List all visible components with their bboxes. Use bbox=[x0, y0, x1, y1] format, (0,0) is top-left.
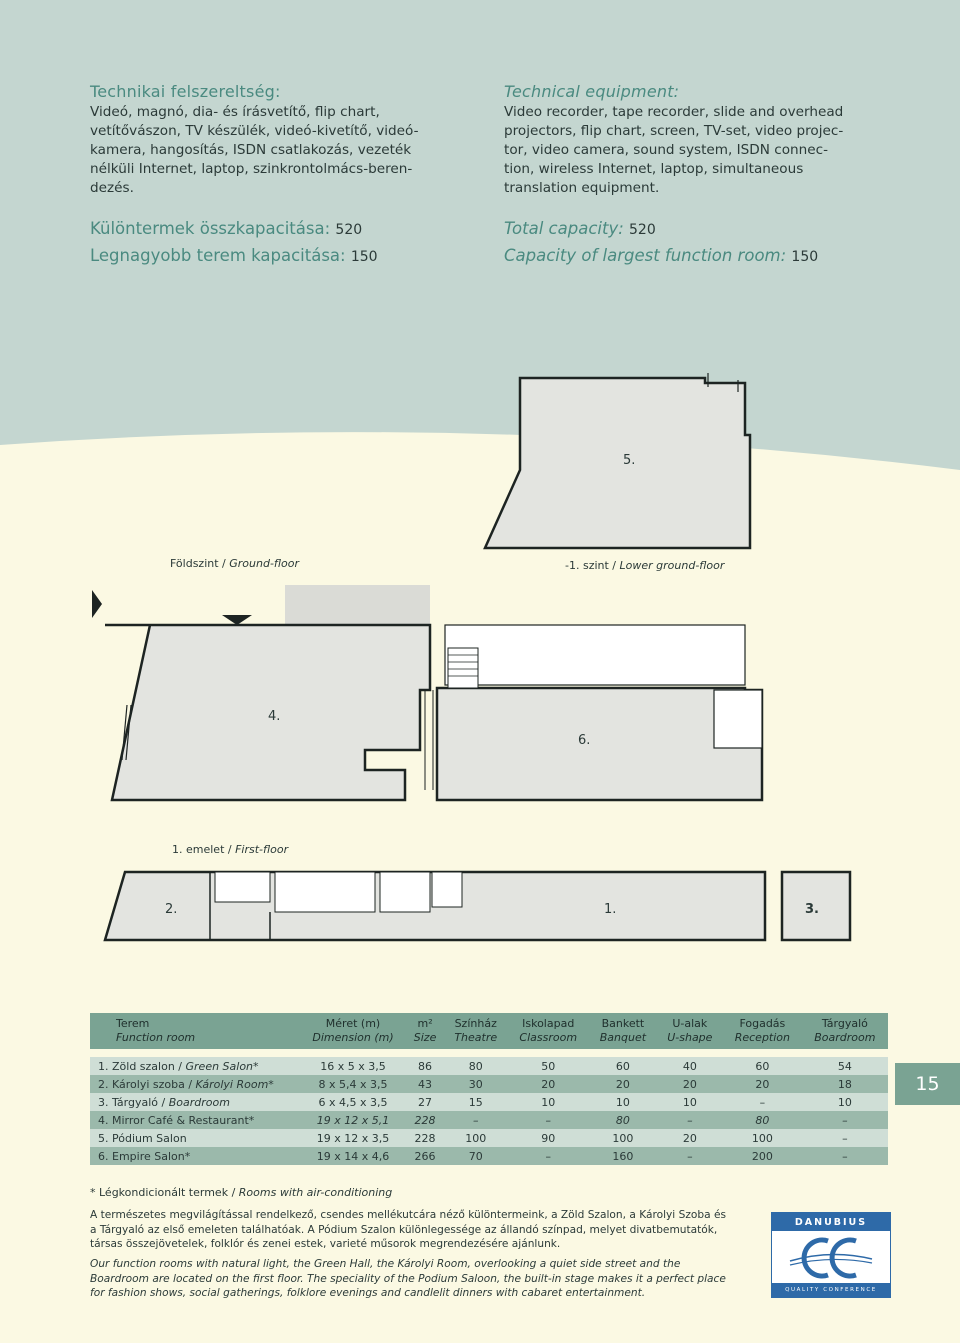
tech-line: nélküli Internet, laptop, szinkrontolmács-beren- bbox=[90, 161, 413, 177]
ground-floor-plan bbox=[92, 585, 762, 800]
col-header-reception: Fogadás Reception bbox=[723, 1013, 802, 1049]
first-floor-label: 1. emelet / First-floor bbox=[172, 843, 289, 856]
first-floor-plan bbox=[105, 872, 850, 940]
table-header-row bbox=[90, 1013, 888, 1049]
table-row: 5. Pódium Salon 19 x 12 x 3,5 228 100 90 100 20 100 – bbox=[90, 1129, 888, 1147]
tech-line: tor, video camera, sound system, ISDN connec- bbox=[504, 142, 829, 158]
tech-title-en: Technical equipment: bbox=[504, 82, 680, 101]
table-row: 4. Mirror Café & Restaurant* 19 x 12 x 5,1 228 – – 80 – 80 – bbox=[90, 1111, 888, 1129]
col-header-ushape: U-alak U-shape bbox=[657, 1013, 723, 1049]
room-1-number: 1. bbox=[604, 902, 617, 917]
col-header-dimension: Méret (m) Dimension (m) bbox=[300, 1013, 406, 1049]
total-capacity-en: Total capacity: 520 bbox=[504, 219, 656, 238]
table-row: 1. Zöld szalon / Green Salon* 16 x 5 x 3,5 86 80 50 60 40 60 54 bbox=[90, 1057, 888, 1075]
danubius-logo bbox=[771, 1212, 891, 1298]
total-capacity-hu: Különtermek összkapacitása: 520 bbox=[90, 219, 363, 238]
qc-logo-icon bbox=[786, 1235, 876, 1281]
footnote: * Légkondicionált termek / Rooms with air-conditioning bbox=[90, 1186, 393, 1199]
table-row: 3. Tárgyaló / Boardroom 6 x 4,5 x 3,5 27 15 10 10 10 – 10 bbox=[90, 1093, 888, 1111]
largest-capacity-hu: Legnagyobb terem kapacitása: 150 bbox=[90, 246, 378, 265]
lower-ground-floor-label: -1. szint / Lower ground-floor bbox=[565, 559, 725, 572]
tech-line: dezés. bbox=[90, 180, 134, 196]
col-header-banquet: Bankett Banquet bbox=[589, 1013, 657, 1049]
col-header-theatre: Színház Theatre bbox=[444, 1013, 507, 1049]
col-header-size: m² Size bbox=[406, 1013, 444, 1049]
tech-title-hu: Technikai felszereltség: bbox=[90, 82, 281, 101]
tech-line: translation equipment. bbox=[504, 180, 660, 196]
room-6-number: 6. bbox=[578, 733, 591, 748]
room-2-number: 2. bbox=[165, 902, 178, 917]
logo-brand-text: DANUBIUS bbox=[772, 1213, 890, 1231]
room-5-number: 5. bbox=[623, 453, 636, 468]
page-number: 15 bbox=[895, 1063, 960, 1105]
ground-floor-label: Földszint / Ground-floor bbox=[170, 557, 300, 570]
capacity-table bbox=[90, 1013, 888, 1165]
table-row: 6. Empire Salon* 19 x 14 x 4,6 266 70 – 160 – 200 – bbox=[90, 1147, 888, 1165]
description-en: Our function rooms with natural light, the Green Hall, the Károlyi Room, overlooking a quiet side street and the Boardroom are located on the first floor. The speciality of the Podium Saloon, the built-in stage makes it a perfect place for fashion shows, social gatherings, folklore evenings and candlelit dinners with cabaret entertainment. bbox=[90, 1258, 726, 1299]
col-header-room: Terem Function room bbox=[90, 1013, 300, 1049]
tech-line: projectors, flip chart, screen, TV-set, video projec- bbox=[504, 123, 844, 139]
tech-line: tion, wireless Internet, laptop, simultaneous bbox=[504, 161, 804, 177]
col-header-boardroom: Tárgyaló Boardroom bbox=[802, 1013, 888, 1049]
col-header-classroom: Iskolapad Classroom bbox=[507, 1013, 589, 1049]
description-hu: A természetes megvilágítással rendelkező, csendes mellékutcára néző különtermeink, a Zöld Szalon, a Károlyi Szoba és a Tárgyaló az első emeleten találhatóak. A Pódium Szalon különlegessége az állandó színpad, melyet divatbemutatók, társas összejövetelek, folklór és zenei estek, varieté műsorok megrendezésére ajánlunk. bbox=[90, 1209, 726, 1250]
tech-line: vetítővászon, TV készülék, videó-kivetítő, videó- bbox=[90, 123, 419, 139]
tech-line: kamera, hangosítás, ISDN csatlakozás, vezeték bbox=[90, 142, 412, 158]
largest-capacity-en: Capacity of largest function room: 150 bbox=[504, 246, 819, 265]
room-4-number: 4. bbox=[268, 709, 281, 724]
room-3-number: 3. bbox=[805, 902, 819, 917]
room-5-plan bbox=[485, 373, 750, 548]
table-row: 2. Károlyi szoba / Károlyi Room* 8 x 5,4 x 3,5 43 30 20 20 20 20 18 bbox=[90, 1075, 888, 1093]
tech-line: Video recorder, tape recorder, slide and overhead bbox=[504, 104, 844, 120]
logo-tagline: QUALITY CONFERENCE bbox=[772, 1283, 890, 1297]
tech-line: Videó, magnó, dia- és írásvetítő, flip chart, bbox=[90, 104, 380, 120]
